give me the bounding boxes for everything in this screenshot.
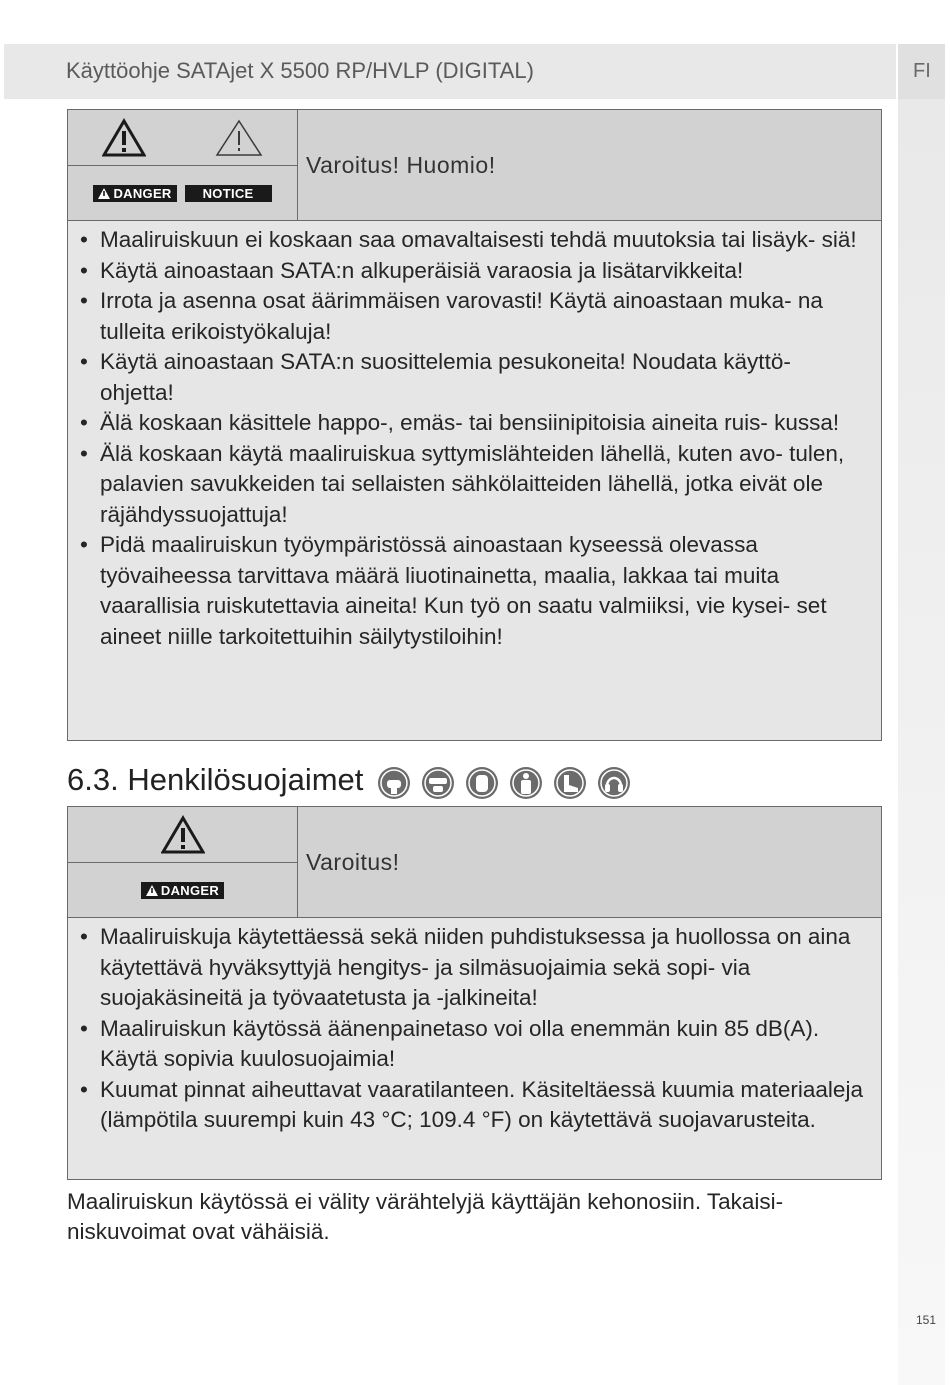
danger-triangle-icon <box>161 815 205 855</box>
warning-symbols <box>68 807 297 863</box>
section-heading <box>67 760 631 800</box>
list-item: • Maaliruiskuja käytettäessä sekä niiden puhdistuksessa ja huollossa on aina käytettävä hyväksyttyjä hengitys- ja silmäsuojaimia sekä sopi- via suojakäsineitä ja työvaatetusta ja -jalkineita! <box>80 922 869 1014</box>
list-item: • Älä koskaan käsittele happo-, emäs- tai bensiinipitoisia aineita ruis- kussa! <box>80 408 869 439</box>
document-title: Käyttöohje SATAjet X 5500 RP/HVLP (DIGITAL) <box>66 58 534 83</box>
page-number: 151 <box>916 1313 937 1327</box>
warning-symbols <box>68 110 297 166</box>
danger-badge: DANGER <box>93 185 176 202</box>
list-item: • Maaliruiskuun ei koskaan saa omavaltaisesti tehdä muutoksia tai lisäyk- siä! <box>80 225 869 256</box>
list-item: • Kuumat pinnat aiheuttavat vaaratilanteen. Käsiteltäessä kuumia materiaaleja (lämpötila suurempi kuin 43 °C; 109.4 °F) on käytettävä suojavarusteita. <box>80 1075 869 1136</box>
danger-badge: DANGER <box>141 882 224 899</box>
vibration-paragraph: Maaliruiskun käytössä ei välity värähtelyjä käyttäjän kehonosiin. Takaisi- niskuvoimat ovat vähäisiä. <box>67 1189 784 1244</box>
list-item: • Käytä ainoastaan SATA:n alkuperäisiä varaosia ja lisätarvikkeita! <box>80 256 869 287</box>
list-item: • Irrota ja asenna osat äärimmäisen varovasti! Käytä ainoastaan muka- na tulleita erikoistyökaluja! <box>80 286 869 347</box>
notice-badge: NOTICE <box>185 185 272 202</box>
warning-badges <box>68 863 297 917</box>
protective-suit-icon <box>509 766 543 800</box>
respirator-icon <box>377 766 411 800</box>
warning-list <box>68 221 881 662</box>
warning-list <box>68 918 881 1146</box>
warning-badges <box>68 166 297 220</box>
warning-header <box>68 807 881 918</box>
warning-header <box>68 110 881 221</box>
language-label: FI <box>913 60 931 82</box>
gloves-icon <box>465 766 499 800</box>
warning-icons <box>68 807 298 917</box>
small-warning-icon <box>98 188 110 199</box>
ppe-icons <box>377 766 631 800</box>
warning-heading: Varoitus! <box>306 848 400 875</box>
warning-icons <box>68 110 298 220</box>
safety-shoes-icon <box>553 766 587 800</box>
list-item: • Pidä maaliruiskun työympäristössä ainoastaan kyseessä olevassa työvaiheessa tarvittava määrä liuotinainetta, maalia, lakkaa tai muita vaarallisia ruiskutettavia aineita! Kun työ on saatu valmiiksi, vie kysei- set aineet niille tarkoitettuihin säilytystiloihin! <box>80 530 869 652</box>
warning-box-ppe <box>67 806 882 1180</box>
warning-box-general <box>67 109 882 741</box>
ear-protection-icon <box>597 766 631 800</box>
section-title: 6.3. Henkilösuojaimet <box>67 762 364 797</box>
danger-triangle-icon <box>102 118 146 158</box>
small-warning-icon <box>146 885 158 896</box>
side-strip <box>898 44 945 1385</box>
warning-heading: Varoitus! Huomio! <box>306 151 496 178</box>
list-item: • Älä koskaan käytä maaliruiskua syttymislähteiden lähellä, kuten avo- tulen, palavien savukkeiden tai sellaisten sähkölaitteiden lähellä, jotka eivät ole räjähdyssuojattuja! <box>80 439 869 531</box>
list-item: • Maaliruiskun käytössä äänenpainetaso voi olla enemmän kuin 85 dB(A). Käytä sopivia kuulosuojaimia! <box>80 1014 869 1075</box>
face-mask-icon <box>421 766 455 800</box>
list-item: • Käytä ainoastaan SATA:n suosittelemia pesukoneita! Noudata käyttö- ohjetta! <box>80 347 869 408</box>
notice-triangle-icon <box>215 118 263 158</box>
